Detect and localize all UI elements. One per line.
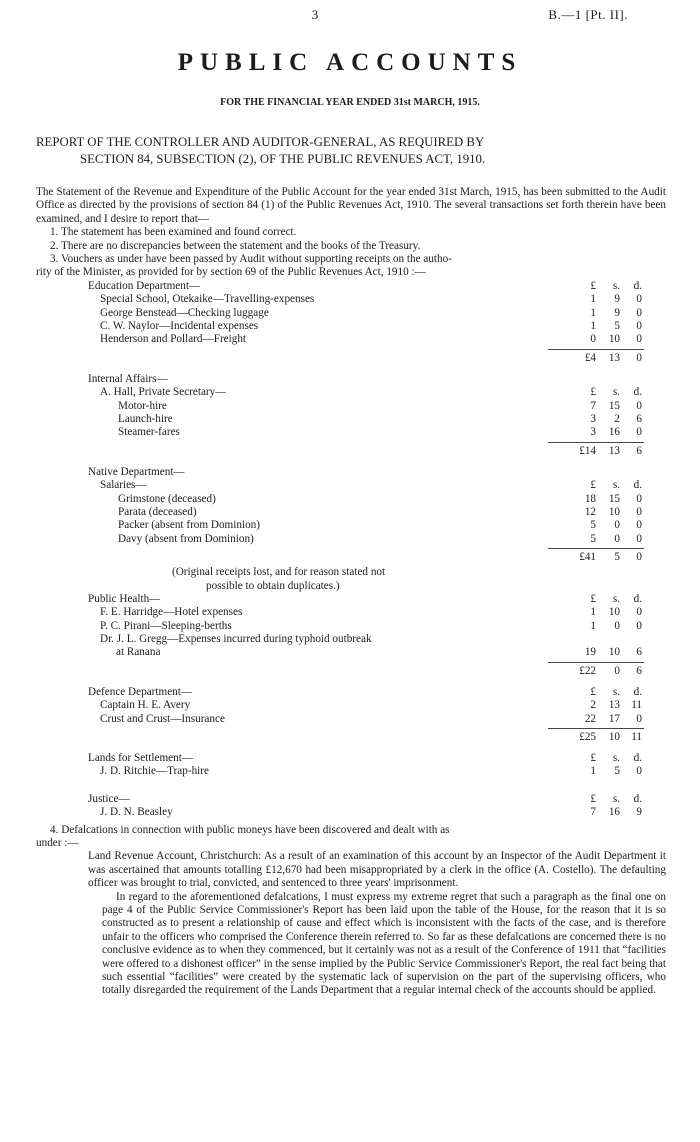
voucher-row: Steamer-fares 3 16 0	[118, 426, 642, 439]
point-1: 1. The statement has been examined and found correct.	[50, 226, 297, 239]
internal-sub: A. Hall, Private Secretary—	[100, 386, 227, 399]
defence-total: £25 10 11	[36, 726, 666, 746]
report-heading-line1: REPORT OF THE CONTROLLER AND AUDITOR-GENERAL, AS REQUIRED BY	[36, 135, 485, 149]
page-number: 3	[311, 7, 319, 22]
voucher-row: F. E. Harridge—Hotel expenses 1 10 0	[100, 606, 642, 619]
voucher-row: Launch-hire 3 2 6	[118, 412, 642, 425]
education-total: £4 13 0	[36, 347, 666, 367]
internal-affairs-section: Internal Affairs— A. Hall, Private Secretary— £ s. d. Motor-hire 7 15 0 Launch-hire 3 2 6 Steamer-fares 3 16 0 £14 13 6	[36, 373, 666, 460]
voucher-row: Grimstone (deceased) 18 15 0	[118, 492, 642, 505]
page-subtitle: FOR THE FINANCIAL YEAR ENDED 31st MARCH, 1915.	[220, 97, 480, 108]
defence-section: Defence Department— £ s. d. Captain H. E. Avery 2 13 11 Crust and Crust—Insurance 22 17 0 £25 10 11	[36, 686, 666, 746]
education-title: Education Department—	[88, 279, 201, 292]
voucher-row: George Benstead—Checking luggage 1 9 0	[100, 306, 642, 319]
voucher-row: Crust and Crust—Insurance 22 17 0	[100, 712, 642, 725]
voucher-row: Parata (deceased) 12 10 0	[118, 505, 642, 518]
voucher-row: Packer (absent from Dominion) 5 0 0	[118, 519, 642, 532]
regret-paragraph: In regard to the aforementioned defalcations, I must express my extreme regret that such a paragraph as the final one on page 4 of the Public Service Commissioner's Report has been laid upon the table of the House, for the reason that it is so constructed as to present a relationship of cause and effect which is inconsistent with the facts of the case, and is therefore unfair to the officers who comprised the Conference therein referred to. So far as these defalcations are concerned there is no conclusive evidence as to when they commenced, but it certainly was not as a result of the Conference of 1911 that “facilities were offered to a dishonest officer” in the sense implied by the Public Service Commissioner's Report, the real fact being that such essential “facilities” were created by the systematic lack of supervision on the part of the supervising officers, who totally disregarded the requirement of the Lands Department that a regular internal check of the accounts should be applied.	[102, 890, 666, 997]
page-title: PUBLIC ACCOUNTS	[177, 49, 523, 76]
lands-section: Lands for Settlement— £ s. d. J. D. Ritchie—Trap-hire 1 5 0	[36, 752, 666, 779]
native-title: Native Department—	[88, 465, 185, 478]
point-3-line2: rity of the Minister, as provided for by section 69 of the Public Revenues Act, 1910 :—	[36, 266, 426, 279]
public-health-section: Public Health— £ s. d. F. E. Harridge—Hotel expenses 1 10 0 P. C. Pirani—Sleeping-berths 1 0 0 Dr. J. L. Gregg—Expenses incurred during typhoid outbreak at Ranana 19 10 6 £22 0 6	[36, 593, 666, 680]
education-section	[36, 280, 666, 367]
document-reference: B.—1 [Pt. II].	[548, 7, 628, 22]
lands-title: Lands for Settlement—	[88, 752, 194, 765]
defalcations-intro-line2: under :—	[36, 837, 79, 849]
native-note-line2: possible to obtain duplicates.)	[206, 579, 340, 592]
native-department-section: Native Department— Salaries— £ s. d. Grimstone (deceased) 18 15 0 Parata (deceased) 12 10 0 Packer (absent from Dominion) 5 0 0 Davy (absent from Dominion) 5 0 0 £41 5 0 (Original receipts lost, and for reason stated not possible to obtain duplicates.)	[36, 466, 666, 593]
defence-title: Defence Department—	[88, 685, 193, 698]
report-body	[36, 186, 666, 998]
defalcations-section	[36, 824, 666, 998]
point-3-line1: 3. Vouchers as under have been passed by Audit without supporting receipts on the autho-	[50, 253, 452, 266]
health-title: Public Health—	[88, 592, 161, 605]
currency-header: £ s. d.	[590, 279, 642, 292]
voucher-row: J. D. Ritchie—Trap-hire 1 5 0	[100, 765, 642, 778]
gregg-line1: Dr. J. L. Gregg—Expenses incurred during typhoid outbreak	[100, 633, 372, 646]
native-note-line1: (Original receipts lost, and for reason stated not	[172, 566, 386, 579]
native-sub: Salaries—	[100, 479, 147, 492]
voucher-row: Captain H. E. Avery 2 13 11	[100, 699, 642, 712]
justice-title: Justice—	[88, 792, 130, 805]
voucher-row: J. D. N. Beasley 7 16 9	[100, 806, 642, 819]
intro-paragraph: The Statement of the Revenue and Expenditure of the Public Account for the year ended 31st March, 1915, has been submitted to the Audit Office as directed by the provisions of section 84 (1) of the Public Revenues Act, 1910. The several transactions set forth therein have been examined, and I desire to report that—	[36, 186, 666, 225]
report-heading-line2: SECTION 84, SUBSECTION (2), OF THE PUBLIC REVENUES ACT, 1910.	[80, 152, 486, 166]
point-2: 2. There are no discrepancies between the statement and the books of the Treasury.	[50, 239, 421, 252]
voucher-row: Henderson and Pollard—Freight 0 10 0	[100, 333, 642, 346]
voucher-row: C. W. Naylor—Incidental expenses 1 5 0	[100, 320, 642, 333]
health-total: £22 0 6	[36, 660, 666, 680]
defalcations-intro-line1: 4. Defalcations in connection with public moneys have been discovered and dealt with as	[50, 823, 450, 836]
justice-section: Justice— £ s. d. J. D. N. Beasley 7 16 9	[36, 793, 666, 820]
voucher-row: at Ranana 19 10 6	[116, 646, 642, 659]
voucher-row: P. C. Pirani—Sleeping-berths 1 0 0	[100, 619, 642, 632]
internal-total: £14 13 6	[36, 440, 666, 460]
internal-title: Internal Affairs—	[88, 372, 168, 385]
voucher-row: Motor-hire 7 15 0	[118, 399, 642, 412]
voucher-row: Special School, Otekaike—Travelling-expenses 1 9 0	[100, 293, 642, 306]
voucher-row: Davy (absent from Dominion) 5 0 0	[118, 532, 642, 545]
land-revenue-paragraph: Land Revenue Account, Christchurch: As a result of an examination of this account by an Inspector of the Audit Department it was ascertained that amounts totalling £12,670 had been misappropriated by a clerk in the office (A. Costello). The defaulting officer was brought to trial, convicted, and sentenced to three years' imprisonment.	[88, 850, 666, 890]
report-heading	[36, 134, 666, 168]
native-total: £41 5 0	[36, 546, 666, 566]
